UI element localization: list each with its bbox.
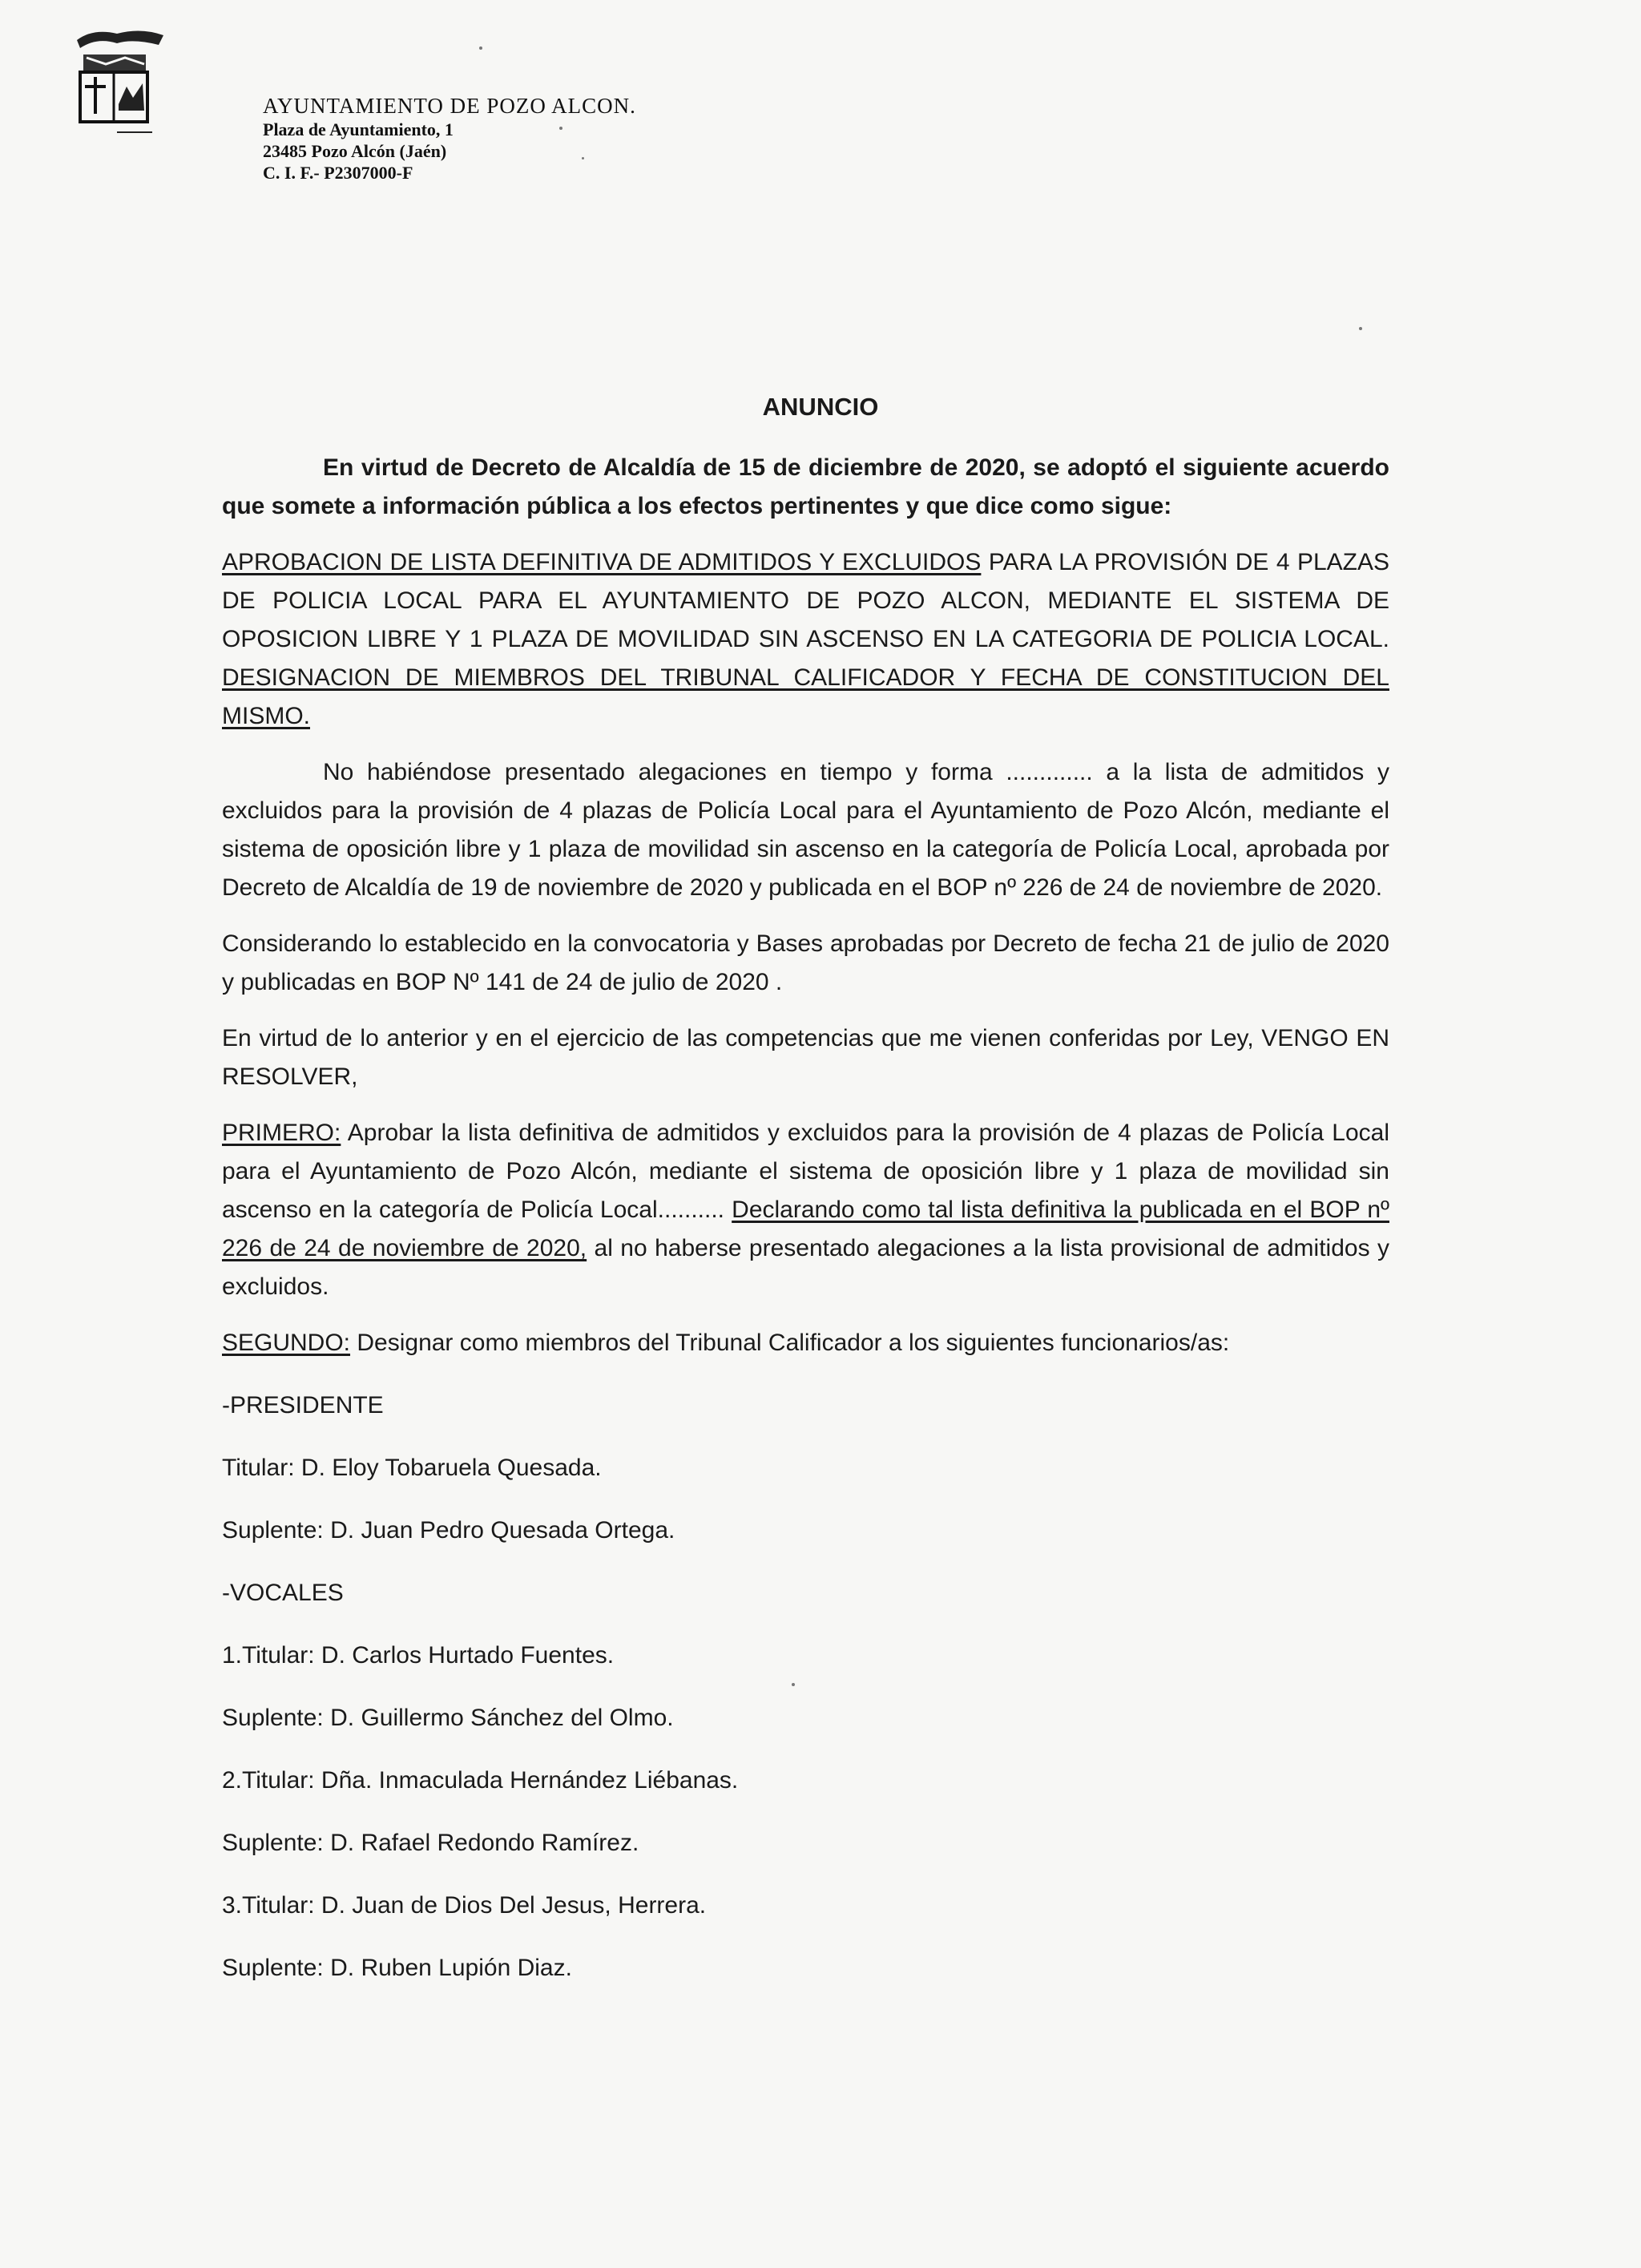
segundo-text: Designar como miembros del Tribunal Calificador a los siguientes funcionarios/as: bbox=[350, 1330, 1230, 1356]
member-line: 3.Titular: D. Juan de Dios Del Jesus, Herrera. bbox=[222, 1892, 707, 1919]
member-line: -VOCALES bbox=[222, 1580, 344, 1606]
intro-paragraph: En virtud de Decreto de Alcaldía de 15 de diciembre de 2020, se adoptó el siguiente acuerdo que somete a información pública a los efectos pertinentes y que dice como sigue: bbox=[222, 454, 1389, 519]
member-line: 1.Titular: D. Carlos Hurtado Fuentes. bbox=[222, 1642, 615, 1669]
document-body bbox=[222, 449, 1389, 2012]
member-line: Titular: D. Eloy Tobaruela Quesada. bbox=[222, 1455, 602, 1481]
coat-of-arms-icon bbox=[69, 24, 165, 144]
member-line: Suplente: D. Rafael Redondo Ramírez. bbox=[222, 1830, 639, 1856]
heading-underlined-1: APROBACION DE LISTA DEFINITIVA DE ADMITIDOS Y EXCLUIDOS bbox=[222, 549, 982, 575]
primero-paragraph bbox=[222, 1114, 1389, 1306]
segundo-label: SEGUNDO: bbox=[222, 1330, 351, 1356]
letterhead-address-2: 23485 Pozo Alcón (Jaén) bbox=[263, 141, 447, 161]
primero-label: PRIMERO: bbox=[222, 1120, 341, 1146]
letterhead bbox=[263, 93, 636, 184]
heading-paragraph bbox=[222, 543, 1389, 736]
paragraph-1: No habiéndose presentado alegaciones en tiempo y forma ............. a la lista de admitidos y excluidos para la provisión de 4 plazas de Policía Local para el Ayuntamiento de Pozo Alcón, mediante el sistema de oposición libre y 1 plaza de movilidad sin ascenso en la categoría de Policía Local, aprobada por Decreto de Alcaldía de 19 de noviembre de 2020 y publicada en el BOP nº 226 de 24 de noviembre de 2020. bbox=[222, 759, 1389, 901]
letterhead-cif: C. I. F.- P2307000-F bbox=[263, 163, 413, 183]
member-line: Suplente: D. Ruben Lupión Diaz. bbox=[222, 1955, 572, 1981]
paragraph-3: En virtud de lo anterior y en el ejercicio de las competencias que me vienen conferidas por Ley, VENGO EN RESOLVER, bbox=[222, 1025, 1389, 1090]
primero-text-1: Aprobar la lista definitiva de admitidos y excluidos para la provisión de 4 plazas de Policía Local para el Ayuntamiento de Pozo Alcón, mediante el sistema de oposición libre y 1 plaza de movilidad sin ascenso en la categoría de Policía Local.......... bbox=[222, 1120, 1389, 1223]
heading-text: PARA LA PROVISIÓN DE 4 PLAZAS DE POLICIA LOCAL PARA EL AYUNTAMIENTO DE POZO ALCON, MEDIANTE EL SISTEMA DE OPOSICION LIBRE Y 1 PLAZA DE MOVILIDAD SIN ASCENSO EN LA CATEGORIA DE POLICIA LOCAL. bbox=[222, 549, 1390, 652]
segundo-paragraph bbox=[222, 1324, 1389, 1386]
letterhead-address-1: Plaza de Ayuntamiento, 1 bbox=[263, 119, 454, 139]
paragraph-2: Considerando lo establecido en la convocatoria y Bases aprobadas por Decreto de fecha 21 de julio de 2020 y publicadas en BOP Nº 141 de 24 de julio de 2020 . bbox=[222, 930, 1389, 995]
member-line: 2.Titular: Dña. Inmaculada Hernández Liébanas. bbox=[222, 1767, 739, 1794]
document-title: ANUNCIO bbox=[762, 393, 879, 421]
member-line: Suplente: D. Guillermo Sánchez del Olmo. bbox=[222, 1705, 674, 1731]
primero-underlined: Declarando como tal lista definitiva la publicada en el BOP nº 226 de 24 de noviembre de 2020, bbox=[222, 1197, 1389, 1261]
member-line: Suplente: D. Juan Pedro Quesada Ortega. bbox=[222, 1517, 675, 1544]
heading-underlined-2: DESIGNACION DE MIEMBROS DEL TRIBUNAL CALIFICADOR Y FECHA DE CONSTITUCION DEL MISMO. bbox=[222, 664, 1389, 729]
letterhead-name: AYUNTAMIENTO DE POZO ALCON. bbox=[263, 94, 636, 118]
primero-text-2: al no haberse presentado alegaciones a la lista provisional de admitidos y excluidos. bbox=[222, 1235, 1389, 1300]
member-line: -PRESIDENTE bbox=[222, 1392, 384, 1419]
